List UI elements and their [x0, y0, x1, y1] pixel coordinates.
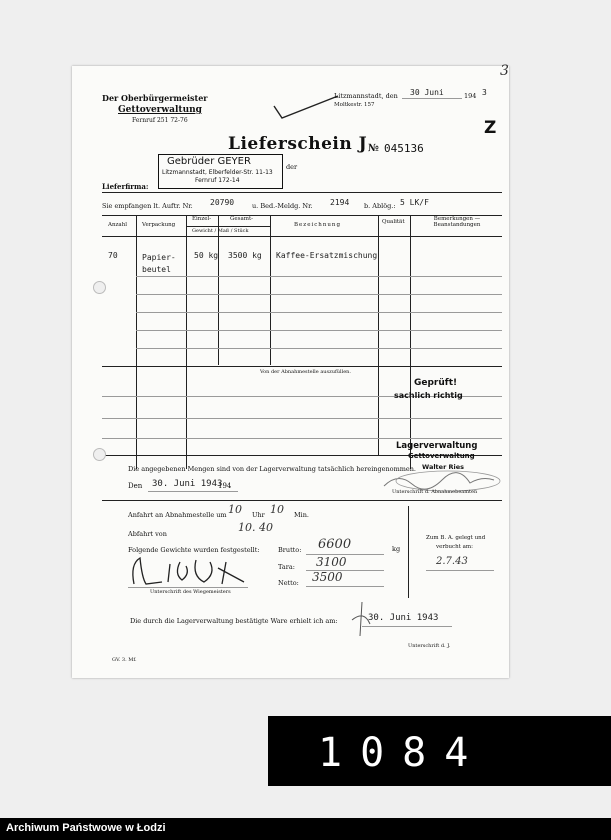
table-header-rule	[102, 236, 502, 237]
row-rule	[136, 312, 502, 313]
stamp-checked: Geprüft!	[414, 378, 458, 388]
section-rule	[102, 500, 502, 501]
table-mid-rule	[102, 366, 502, 367]
ba-label-2: verbucht am:	[436, 544, 473, 550]
kg-label: kg	[392, 545, 401, 553]
signature-caption: Unterschrift d. Abnahmebeamten	[392, 489, 478, 495]
header-gesamt: Gesamt-	[230, 216, 254, 222]
weigher-caption: Unterschrift des Wiegemeisters	[150, 589, 231, 595]
receipt-rule	[362, 626, 452, 627]
header-qualitaet: Qualität	[382, 219, 405, 225]
row-rule	[102, 438, 502, 439]
row-rule	[136, 348, 502, 349]
brutto-value: 6600	[318, 537, 352, 552]
der-label: der	[286, 163, 298, 171]
confirmation-date: 30. Juni 1943	[152, 479, 223, 489]
receipt-text: Die durch die Lagerverwaltung bestätigte Ware erhielt ich am:	[130, 617, 338, 625]
check-mark-icon	[272, 92, 342, 122]
confirmation-year: 194	[218, 482, 232, 490]
form-code: GV. 3. Mf.	[112, 657, 137, 663]
header-gewicht: Gewicht / Maß / Stück	[192, 228, 249, 234]
place-date-label: Litzmannstadt, den	[334, 92, 398, 100]
z-mark: Z	[484, 118, 497, 138]
row-bezeichnung: Kaffee-Ersatzmischung	[276, 251, 378, 260]
receipt-caption: Unterschrift d. J.	[408, 643, 451, 649]
header-anzahl: Anzahl	[108, 222, 127, 228]
stamp-office-2: Gettoverwaltung	[408, 452, 475, 460]
row-gesamt: 3500 kg	[228, 251, 262, 260]
row-anzahl: 70	[108, 251, 118, 260]
lieferfirma-rule	[102, 192, 502, 193]
stamp-office-1: Lagerverwaltung	[396, 441, 478, 451]
archive-label: Archiwum Państwowe w Łodzi	[6, 822, 166, 834]
uhr-label: Uhr	[252, 511, 265, 519]
ablg-label: b. Ablög.:	[364, 202, 396, 210]
arrival-label: Anfahrt an Abnahmestelle um	[128, 511, 227, 519]
document-number: 045136	[384, 142, 424, 155]
number-label: №	[368, 143, 379, 154]
row-verpackung: Papier-beutel	[142, 253, 176, 274]
address-line: Moltkestr. 157	[334, 102, 375, 108]
date-rule	[148, 491, 238, 492]
col-divider	[218, 215, 219, 365]
row-einzel: 50 kg	[194, 251, 219, 260]
receipt-date: 30. Juni 1943	[368, 613, 439, 623]
phone-line: Fernruf 251 72-76	[132, 117, 188, 124]
col-divider	[270, 215, 271, 365]
stamp-office-3: Walter Ries	[422, 463, 465, 471]
confirmation-text: Die angegebenen Mengen sind von der Lagerverwaltung tatsächlich hereingenommen.	[128, 465, 417, 473]
den-label: Den	[128, 482, 143, 490]
ablg-value: 5 LK/F	[400, 198, 429, 207]
arrival-minute: 10	[270, 503, 284, 516]
received-label: Sie empfangen lt. Auftr. Nr.	[102, 202, 193, 210]
col-divider	[136, 215, 137, 469]
supplier-address: Litzmannstadt, Elberfelder-Str. 11-13	[162, 169, 273, 176]
frame-number: 1084	[318, 730, 487, 776]
header-einzel: Einzel-	[192, 216, 212, 222]
supplier-stamp	[158, 154, 283, 189]
supplier-name: Gebrüder GEYER	[167, 156, 251, 167]
lieferfirma-label: Lieferfirma:	[102, 182, 149, 191]
bed-number: 2194	[330, 198, 350, 207]
weigher-rule	[128, 587, 248, 588]
date-underline	[402, 98, 462, 99]
authority-line: Der Oberbürgermeister	[102, 93, 208, 103]
header-bezeichnung: Bezeichnung	[294, 222, 341, 228]
year-prefix: 194	[464, 92, 477, 100]
weights-label: Folgende Gewichte wurden festgestellt:	[128, 546, 260, 554]
weight-subheader-rule	[186, 226, 270, 227]
netto-value: 3500	[312, 570, 343, 584]
receipt-signature-mark	[342, 600, 382, 640]
header-bemerkungen: Bemerkungen — Beanstandungen	[433, 216, 481, 228]
min-label: Min.	[294, 511, 309, 519]
delivery-note-sheet	[72, 63, 509, 678]
col-divider	[378, 215, 379, 455]
stamp-correct: sachlich richtig	[394, 391, 463, 400]
supplier-phone: Fernruf 172-14	[195, 177, 240, 184]
corner-page-mark: 3	[500, 63, 509, 79]
netto-rule	[306, 586, 384, 587]
office-line: Gettoverwaltung	[118, 105, 202, 115]
departure-time: 10. 40	[238, 521, 273, 534]
col-divider	[410, 215, 411, 469]
weigher-signature	[126, 554, 252, 588]
row-rule	[136, 276, 502, 277]
row-rule	[136, 330, 502, 331]
col-divider	[186, 215, 187, 469]
order-number: 20790	[210, 198, 235, 207]
section-divider	[408, 506, 409, 598]
date-value: 30 Juni	[410, 88, 444, 97]
tara-label: Tara:	[278, 563, 295, 571]
netto-label: Netto:	[278, 579, 299, 587]
header-verpackung: Verpackung	[142, 222, 176, 228]
ba-date: 2.7.43	[436, 556, 468, 567]
ba-rule	[426, 570, 494, 571]
arrival-hour: 10	[228, 503, 242, 516]
row-rule	[102, 418, 502, 419]
punch-hole	[93, 448, 106, 461]
tara-value: 3100	[316, 555, 347, 569]
row-rule	[136, 294, 502, 295]
bed-label: u. Bed.-Meldg. Nr.	[252, 202, 313, 210]
punch-hole	[93, 281, 106, 294]
year-digit: 3	[482, 88, 487, 97]
brutto-label: Brutto:	[278, 546, 302, 554]
departure-label: Abfahrt von	[128, 530, 167, 538]
ba-label-1: Zum B. A. gelegt und	[426, 535, 486, 541]
mid-caption: Von der Abnahmestelle auszufüllen.	[260, 369, 351, 375]
document-title: Lieferschein J	[228, 134, 368, 154]
